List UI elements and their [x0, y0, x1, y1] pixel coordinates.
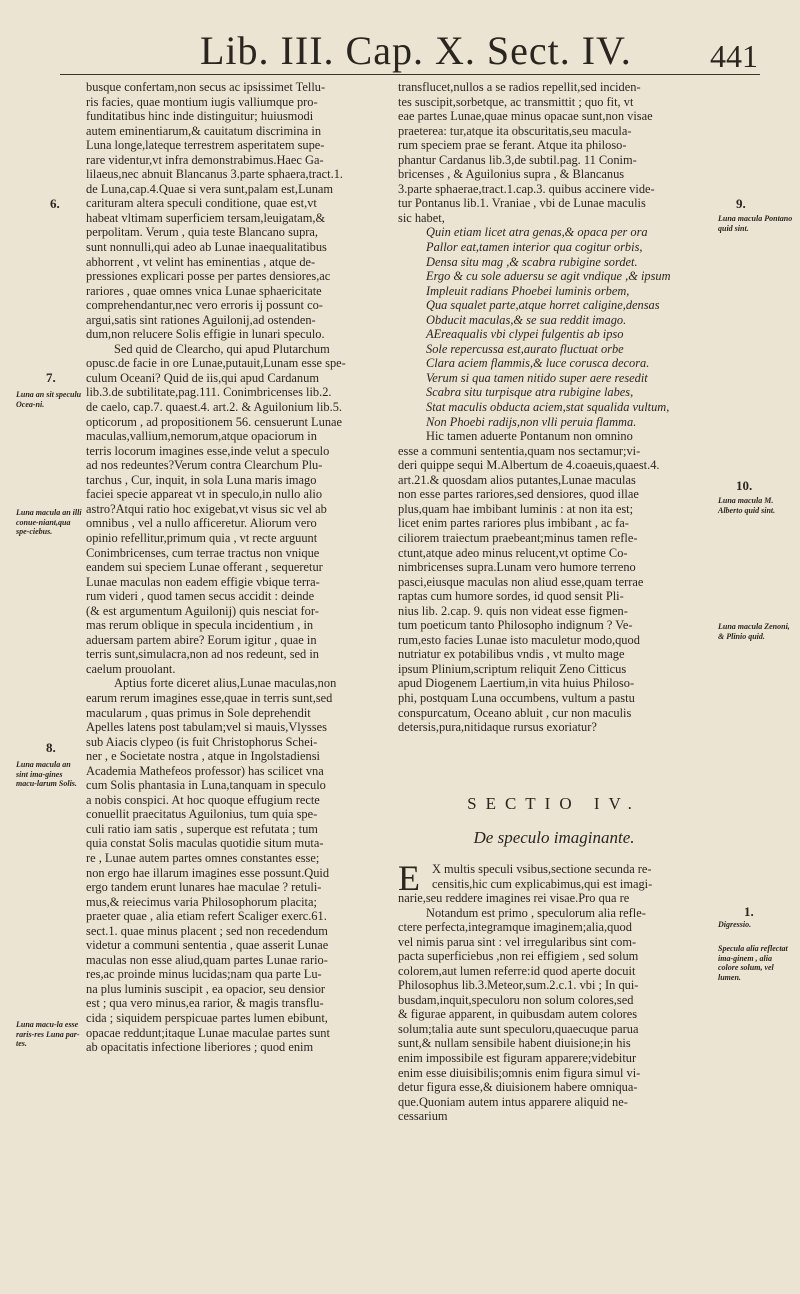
margin-note-partes-rariores: Luna macu-la esse raris-res Luna par-tes.: [16, 1020, 80, 1048]
text-line: lib.3.de subtilitate,pag.111. Conimbricenses lib.2.: [86, 385, 332, 400]
text-line: plus,quam hae imbibant luminis : at non ita est;: [398, 501, 634, 516]
text-line: maculas,vallium,nemorum,atque opaciorum in: [86, 429, 317, 444]
margin-note-luna-maculae: Luna macula an illi conue-niant,qua spe-ciebus.: [16, 508, 82, 536]
text-line: non ergo hae illarum imagines esse possunt.Quid: [86, 865, 330, 880]
text-line: phantur Cardanus lib.3,de subtil.pag. 11 Conim-: [398, 152, 637, 167]
text-line: praeter quae , alia etiam refert Scaliger exerc.61.: [86, 909, 327, 924]
text-line: macularum , quas primus in Sole deprehendit: [86, 705, 311, 720]
text-line: AEreaqualis vbi clypei fulgentis ab ipso: [426, 327, 624, 342]
text-line: que.Quoniam autem intus apparere aliquid ne-: [398, 1094, 628, 1109]
text-line: raptas cum humore sordes, id quod sensit Pli-: [398, 589, 624, 604]
text-line: mus,& reiecimus varia Philosophorum placita;: [86, 894, 317, 909]
text-line: ergo tandem erunt lunares hae maculae ? retuli-: [86, 880, 322, 895]
text-line: busdam,inquit,speculoru non solum colores,sed: [398, 992, 634, 1007]
text-line: (& est argumentum Aguilonij) quis nesciat for-: [86, 603, 319, 618]
text-line: Non Phoebi radijs,non vlli peruia flamma.: [426, 414, 637, 429]
text-line: Clara aciem flammis,& luce corusca decora.: [426, 356, 650, 371]
text-line: Sole repercussa est,aurato fluctuat orbe: [426, 341, 624, 356]
text-line: deri quippe sequi M.Albertum de 4.coaeuis,quaest.4.: [398, 458, 660, 473]
text-line: eae partes Lunae,quae minus opacae sunt,non visae: [398, 109, 653, 124]
page-number: 441: [710, 38, 758, 74]
margin-note-specula: Specula alia reflectat ima-ginem , alia colore solum, vel lumen.: [718, 944, 788, 982]
text-line: Densa situ mag ,& scabra rubigine sordet.: [426, 254, 638, 269]
text-line: Impleuit radians Phoebei luminis orbem,: [426, 283, 630, 298]
text-line: pacta superficiebus ,non rei effigiem , sed solum: [398, 949, 639, 964]
text-line: detersis,pura,nitidaque rursus exoriatur?: [398, 720, 597, 735]
text-line: rum videri , quod tamen secus accidit : deinde: [86, 589, 315, 604]
text-line: aduersam partem abire? Eorum igitur , quae in: [86, 632, 317, 647]
text-line: nius lib. 2.cap. 9. quis non videat esse figmen-: [398, 603, 628, 618]
text-line: rare videntur,vt infra demonstrabimus.Haec Ga-: [86, 152, 324, 167]
text-line: Aptius forte diceret alius,Lunae maculas,non: [114, 676, 337, 691]
text-line: astro?Atqui ratio hoc exigebat,vt visus sic vel ab: [86, 501, 327, 516]
text-line: comprehendantur,nec vero erroris ij possunt co-: [86, 298, 323, 313]
text-line: Philosophus lib.3.Meteor,sum.2.c.1. vbi ; In qui-: [398, 978, 639, 993]
text-line: argui,satis sint rationes Aguilonij,ad ostenden-: [86, 312, 316, 327]
text-line: opinio refellitur,primum quia , vt recte arguunt: [86, 530, 318, 545]
text-line: enim esse diuisibilis;omnis enim figura simul vi-: [398, 1065, 641, 1080]
section-subtitle: De speculo imaginante.: [473, 828, 635, 847]
text-line: conuellit praecitatus Aguilonius, tum quia spe-: [86, 807, 318, 822]
text-line: sunt nonnulli,qui adeo ab Lunae inaequalitatibus: [86, 240, 327, 255]
margin-number-7: 7.: [46, 370, 56, 385]
text-line: apud Diogenem Laertium,in vita huius Philoso-: [398, 676, 635, 691]
text-line: nutriatur ex potabilibus vndis , vt multo mage: [398, 647, 625, 662]
text-line: omnibus , vel a nullo afficeretur. Aliorum vero: [86, 516, 317, 531]
text-line: re , Lunae autem partes omnes constantes esse;: [86, 850, 320, 865]
text-line: censitis,hic cum explicabimus,qui est imagi-: [432, 876, 653, 891]
text-line: Ergo & cu sole aduersu se agit vndique ,& ipsum: [426, 269, 671, 284]
right-column-top: [398, 80, 710, 735]
text-line: res,ac proinde minus lucidas;nam qua parte Lu-: [86, 967, 322, 982]
text-line: Stat maculis obducta aciem,stat squalida vultum,: [426, 400, 670, 415]
text-line: Conimbricenses, cum terrae tractus non vnique: [86, 545, 320, 560]
text-line: licet enim partes rariores plus imbibant , ac fa-: [398, 516, 629, 531]
text-line: mas rerum oblique in specula incidentium , in: [86, 618, 314, 633]
text-line: earum rerum imagines esse,quae in terris sunt,sed: [86, 690, 333, 705]
left-column: [86, 80, 366, 1055]
margin-number-9: 9.: [736, 196, 746, 211]
text-line: Verum si qua tamen nitido super aere resedit: [426, 370, 648, 385]
text-line: X multis speculi vsibus,sectione secunda re-: [432, 862, 652, 876]
text-line: abhorrent , vt velint has eminentias , atque de-: [86, 254, 316, 269]
text-line: art.21.& quosdam alios putantes,Lunae maculas: [398, 472, 636, 487]
text-line: terris sunt,simulacra,non ad nos redeunt, sed in: [86, 647, 319, 662]
text-line: na plus luminis suscipit , ea opacior, seu densior: [86, 981, 326, 996]
text-line: carituram altera speculi conditione, quae est,vt: [86, 196, 317, 211]
text-line: culum Oceani? Quid de iis,qui apud Cardanum: [86, 370, 319, 385]
text-line: colorem,aut lumen referre:id quod aperte docuit: [398, 963, 636, 978]
text-line: cessarium: [398, 1109, 448, 1124]
text-line: Pallor eat,tamen interior qua cogitur orbis,: [426, 240, 643, 255]
text-line: opticorum , ad propositionem 56. censuerunt Lunae: [86, 414, 343, 429]
text-line: est ; qua vero minus,ea rarior, & magis transflu-: [86, 996, 324, 1011]
margin-note-digressio: Digressio.: [718, 920, 752, 929]
text-line: terris locorum imagines esse,inde velut a speculo: [86, 443, 330, 458]
text-line: sic habet,: [398, 210, 445, 225]
text-line: Quin etiam licet atra genas,& opaca per ora: [426, 225, 648, 240]
text-line: tum poeticum tanto Philosopho indignum ? Ve-: [398, 618, 633, 633]
text-line: Scabra situ turpisque atra rubigine labes,: [426, 385, 634, 400]
text-line: ab opacitatis infectione liberiores ; quod enim: [86, 1040, 314, 1055]
text-line: sunt,& nullam sensibile habent diuisione;in his: [398, 1036, 631, 1051]
text-line: ctere perfecta,integramque imaginem;alia,quod: [398, 920, 632, 935]
text-line: cida ; siquidem perspicuae partes lumen ebibunt,: [86, 1011, 328, 1025]
margin-note-zenoni-plinio: Luna macula Zenoni, & Plinio quid.: [718, 622, 790, 641]
text-line: ner , e Societate nostra , atque in Ingolstadiensi: [86, 749, 320, 764]
text-line: sub Aiacis clypeo (is fuit Christophorus Schei-: [86, 734, 318, 749]
text-line: rariores , quae omnes vnica Lunae sphaericitate: [86, 283, 322, 298]
text-line: conspurcatum, Oceano abluit , cur non maculis: [398, 705, 632, 720]
text-line: opusc.de facie in ore Lunae,putauit,Lunam esse spe-: [86, 356, 346, 371]
running-head: Lib. III. Cap. X. Sect. IV.: [200, 28, 632, 73]
text-line: Hic tamen aduerte Pontanum non omnino: [426, 429, 633, 444]
text-line: esse a communi sententia,quam nos sectamur;vi-: [398, 443, 641, 458]
text-line: de caelo, cap.7. quaest.4. art.2. & Aguilonium lib.5.: [86, 400, 343, 415]
text-line: Qua squalet parte,atque horret caligine,densas: [426, 298, 660, 313]
text-line: rum speciem prae se ferant. Atque ita philoso-: [398, 138, 627, 153]
text-line: transflucet,nullos a se radios repellit,sed inciden-: [398, 80, 641, 94]
text-line: Notandum est primo , speculorum alia refle-: [426, 905, 646, 920]
text-line: Apelles latens post tabulam;vel si mauis,Vlysses: [86, 720, 327, 735]
margin-note-alberto: Luna macula M. Alberto quid sint.: [718, 496, 776, 515]
page-header: [60, 28, 760, 75]
text-line: detur figura esse,& diuisionem habere omniqua-: [398, 1080, 638, 1095]
section-heading: SECTIO IV.: [467, 794, 641, 813]
text-line: ciliorem traiectum praebeant;minus tamen refle-: [398, 530, 638, 545]
text-line: Luna longe,lateque terrestrem asperitatem supe-: [86, 138, 325, 153]
text-line: rum,esto facies Lunae isto maculetur modo,quod: [398, 632, 640, 647]
margin-number-1: 1.: [744, 904, 754, 919]
right-column-bottom: [398, 891, 710, 1124]
text-line: non esse partes rariores,sed densiores, quod illae: [398, 487, 639, 502]
text-line: ris facies, quae montium iugis valliumque pro-: [86, 94, 318, 109]
text-line: & figurae apparent, in quibusdam autem colores: [398, 1007, 638, 1022]
text-line: opacae reddunt;itaque Lunae maculae partes sunt: [86, 1025, 330, 1040]
text-line: praeterea: tur,atque ita obscuritatis,seu macula-: [398, 123, 632, 138]
text-line: videtur a communi sententia , quae asserit Lunae: [86, 938, 329, 953]
margin-number-10: 10.: [736, 478, 753, 493]
text-line: de Luna,cap.4.Quae si vera sunt,palam est,Lunam: [86, 181, 334, 196]
text-line: vel nimis parua sint : vel irregularibus sint com-: [398, 934, 637, 949]
margin-number-8: 8.: [46, 740, 56, 755]
text-line: caelum prouolant.: [86, 661, 176, 676]
text-line: eandem sui speciem Lunae offerant , sequeretur: [86, 560, 323, 575]
section-first-lines: [432, 862, 710, 891]
text-line: solum;talia aute sunt speculoru,quaecuque parua: [398, 1021, 639, 1036]
text-line: autem eminentiarum,& cauitatum discrimina in: [86, 123, 322, 138]
text-line: Sed quid de Clearcho, qui apud Plutarchum: [114, 341, 330, 356]
text-line: dum,non relucere Solis effigie in lunari speculo.: [86, 327, 325, 342]
text-line: Lunae maculas non eadem effigie vbique terra-: [86, 574, 320, 589]
text-line: pasci,eiusque maculas non aliud esse,quam terrae: [398, 574, 644, 589]
text-line: perpolitam. Verum , quia teste Blancano supra,: [86, 225, 319, 240]
drop-capital: E: [398, 858, 420, 898]
text-line: nimbricenses supra.Lunam vero humore terreno: [398, 560, 636, 575]
text-line: habeat vltimam superficiem tersam,leuigatam,&: [86, 210, 326, 225]
text-line: 3.parte sphaerae,tract.1.cap.3. quibus accinere vide-: [398, 181, 655, 196]
margin-note-maculae-solis: Luna macula an sint ima-gines macu-larum Solis.: [16, 760, 77, 788]
text-line: tes suscipit,sorbetque, ac transmittit ; quo fit, vt: [398, 94, 634, 109]
text-line: funditatibus hinc inde distinguitur; huiusmodi: [86, 109, 314, 124]
text-line: culi ratio iam satis , superque est refutata ; tum: [86, 821, 318, 836]
text-line: enim impossibile est figuram apparere;videbitur: [398, 1051, 637, 1066]
text-line: Academia Mathefeos professor) has scilicet vna: [86, 763, 324, 778]
text-line: ad nos redeuntes?Verum contra Clearchum Plu-: [86, 458, 323, 473]
text-line: a nobis conspici. At hoc quoque effugium recte: [86, 792, 320, 807]
text-line: pressiones explicari posse per partes densiores,ac: [86, 269, 331, 284]
text-line: narie,seu reddere imagines rei visae.Pro qua re: [398, 891, 630, 905]
text-line: faciei specie appareat vt in speculo,in nullo alio: [86, 487, 323, 502]
text-line: sect.1. quae minus placent ; sed non recedendum: [86, 923, 328, 938]
text-line: ctunt,atque adeo minus relucent,vt optime Co-: [398, 545, 628, 560]
text-line: ipsum Plinium,scriptum reliquit Zeno Citticus: [398, 661, 627, 676]
text-line: bricenses , & Aguilonius supra , & Blancanus: [398, 167, 625, 182]
text-line: tur Pontanus lib.1. Vraniae , vbi de Lunae maculis: [398, 196, 646, 211]
margin-note-luna-speculum: Luna an sit speculu Ocea-ni.: [16, 390, 82, 409]
text-line: quia constat Solis maculas quotidie situm muta-: [86, 836, 324, 851]
margin-note-pontano: Luna macula Pontano quid sint.: [718, 214, 793, 233]
text-line: busque confertam,non secus ac ipsissimet Tellu-: [86, 80, 326, 94]
text-line: cum Solis phantasia in Luna,tanquam in speculo: [86, 778, 326, 793]
text-line: Obducit maculas,& se sua reddit imago.: [426, 312, 627, 327]
text-line: phi, postquam Luna occumbens, vultum a pastu: [398, 690, 635, 705]
text-line: maculas non esse aliud,quam partes Lunae rario-: [86, 952, 328, 967]
text-line: lilaeus,nec abnuit Blancanus 3.parte sphaera,tract.1.: [86, 167, 344, 182]
text-line: tarchus , Cur, inquit, in sola Luna maris imago: [86, 472, 317, 487]
margin-number-6: 6.: [50, 196, 60, 211]
